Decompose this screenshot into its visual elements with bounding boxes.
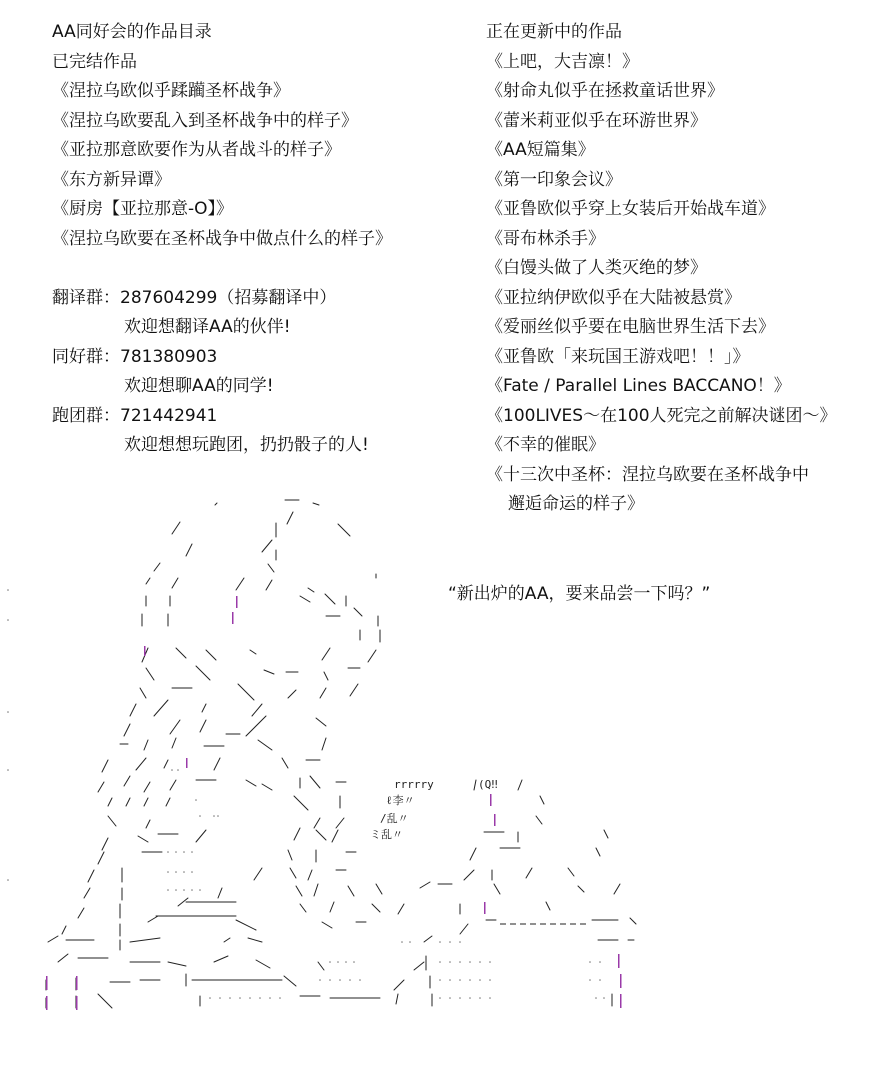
- completed-work: 《涅拉乌欧似乎蹂躏圣杯战争》: [52, 81, 290, 101]
- completed-work: 《涅拉乌欧要在圣杯战争中做点什么的样子》: [52, 228, 392, 249]
- updating-work: 《上吧，大吉凛！》: [486, 51, 639, 72]
- art-sign-5: ミ乱〃: [370, 828, 403, 841]
- completed-heading: 已完结作品: [52, 51, 137, 72]
- completed-work: 《涅拉乌欧要乱入到圣杯战争中的样子》: [52, 110, 358, 131]
- art-sign-2: (Q‼: [478, 778, 498, 791]
- updating-work-continued: 邂逅命运的样子》: [508, 494, 644, 514]
- completed-work: 《厨房【亚拉那意-O】》: [52, 199, 234, 219]
- art-sign-1: rrrrry: [394, 778, 434, 791]
- updating-work: 《亚拉纳伊欧似乎在大陆被悬赏》: [486, 287, 741, 308]
- fan-group: 同好群：781380903: [52, 346, 218, 367]
- art-sign-3: ℓ李〃: [386, 794, 415, 807]
- updating-heading: 正在更新中的作品: [486, 22, 622, 42]
- updating-work: 《白馒头做了人类灭绝的梦》: [486, 258, 707, 278]
- updating-work: 《十三次中圣杯：涅拉乌欧要在圣杯战争中: [486, 464, 809, 485]
- updating-work: 《不幸的催眠》: [486, 435, 605, 455]
- translation-group: 翻译群：287604299（招募翻译中）: [52, 287, 337, 308]
- translation-group-note: 欢迎想翻译AA的伙伴!: [124, 317, 291, 337]
- completed-work: 《亚拉那意欧要作为从者战斗的样子》: [52, 140, 341, 160]
- updating-work: 《100LIVES～在100人死完之前解决谜团～》: [486, 405, 837, 426]
- updating-work: 《亚鲁欧似乎穿上女装后开始战车道》: [486, 199, 775, 219]
- updating-work: 《蕾米莉亚似乎在环游世界》: [486, 110, 707, 131]
- completed-work: 《东方新异谭》: [52, 169, 171, 190]
- art-sign-4: /乱〃: [380, 812, 409, 825]
- speech-text: “新出炉的AA，要来品尝一下吗？”: [448, 584, 711, 604]
- updating-work: 《射命丸似乎在拯救童话世界》: [486, 81, 724, 101]
- updating-work: 《哥布林杀手》: [486, 228, 605, 249]
- updating-work: 《Fate / Parallel Lines BACCANO！》: [486, 376, 791, 396]
- updating-work: 《AA短篇集》: [486, 140, 595, 160]
- trpg-group: 跑团群：721442941: [52, 405, 218, 426]
- updating-work: 《第一印象会议》: [486, 169, 622, 190]
- fan-group-note: 欢迎想聊AA的同学!: [124, 376, 274, 396]
- catalog-heading: AA同好会的作品目录: [52, 22, 212, 42]
- updating-work: 《爱丽丝似乎要在电脑世界生活下去》: [486, 317, 775, 337]
- updating-work: 《亚鲁欧「来玩国王游戏吧！！」》: [486, 346, 750, 367]
- trpg-group-note: 欢迎想想玩跑团，扔扔骰子的人!: [124, 435, 369, 455]
